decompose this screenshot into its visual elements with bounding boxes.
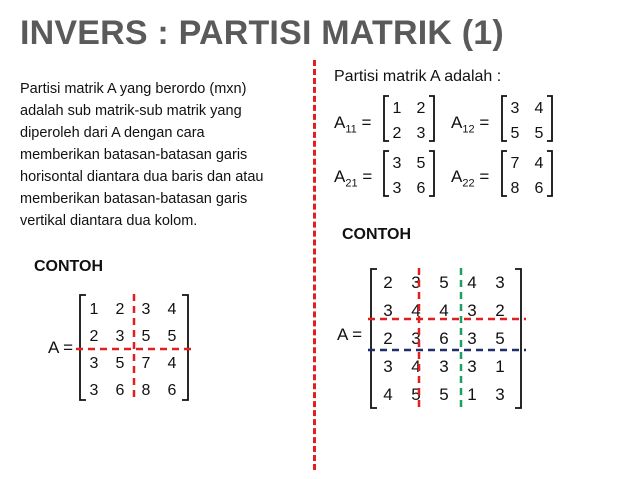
- matrix-cell: 4: [167, 355, 177, 372]
- matrix-cell: 2: [115, 301, 125, 318]
- matrix-cell: 7: [510, 155, 520, 172]
- sub-a21-label: [334, 167, 372, 189]
- bracket-right: [182, 295, 188, 400]
- sub-a21-index: 21: [345, 177, 358, 190]
- matrix-cell: 3: [495, 273, 505, 292]
- matrix-cell: 7: [141, 355, 151, 372]
- matrix-cell: 5: [141, 328, 151, 345]
- matrix-left: [76, 292, 198, 404]
- sub-a12-index: 12: [462, 123, 475, 136]
- matrix-cell: 3: [383, 301, 393, 320]
- matrix-cell: 3: [495, 385, 505, 404]
- matrix-cell: 5: [411, 385, 421, 404]
- matrix-cell: 2: [383, 273, 393, 292]
- sub-a11-matrix: [381, 94, 437, 144]
- bracket-right: [429, 151, 434, 196]
- sub-a22-matrix: [499, 149, 555, 199]
- matrix-cell: 6: [534, 180, 544, 197]
- matrix-right: [368, 266, 528, 412]
- sub-a11-label: [334, 113, 371, 135]
- bracket-right: [429, 96, 434, 141]
- matrix-cell: 5: [534, 125, 544, 142]
- matrix-cell: 6: [115, 382, 125, 399]
- matrix-cell: 3: [411, 273, 421, 292]
- sub-a11-index: 11: [345, 123, 357, 136]
- matrix-cell: 3: [467, 301, 477, 320]
- matrix-cell: 3: [115, 328, 125, 345]
- column-divider: [313, 60, 316, 470]
- matrix-cell: 1: [467, 385, 477, 404]
- matrix-cell: 6: [439, 329, 449, 348]
- matrix-cell: 5: [167, 328, 177, 345]
- matrix-cell: 4: [534, 155, 544, 172]
- matrix-cell: 5: [439, 273, 449, 292]
- sub-a11-eq: =: [361, 113, 372, 132]
- slide-title: INVERS : PARTISI MATRIK (1): [20, 14, 504, 52]
- matrix-cell: 4: [411, 357, 421, 376]
- matrix-cell: 3: [510, 100, 520, 117]
- paragraph-line: adalah sub matrik-sub matrik yang: [20, 103, 242, 119]
- sub-a12-eq: =: [479, 113, 490, 132]
- sub-a12-matrix: [499, 94, 555, 144]
- matrix-cell: 1: [89, 301, 99, 318]
- matrix-cell: 4: [467, 273, 477, 292]
- paragraph-line: horisontal diantara dua baris dan atau: [20, 169, 264, 185]
- bracket-left: [502, 151, 507, 196]
- sub-a11-name: A: [334, 113, 346, 132]
- partition-intro: Partisi matrik A adalah :: [334, 68, 502, 85]
- sub-a22-index: 22: [462, 177, 475, 190]
- matrix-cell: 2: [416, 100, 426, 117]
- matrix-cell: 1: [392, 100, 402, 117]
- matrix-cell: 3: [392, 155, 402, 172]
- matrix-cell: 5: [510, 125, 520, 142]
- matrix-a-label-right: A =: [337, 325, 363, 344]
- matrix-cell: 4: [383, 385, 393, 404]
- sub-a22-eq: =: [479, 167, 490, 186]
- matrix-cell: 2: [392, 125, 402, 142]
- bracket-right: [547, 151, 552, 196]
- paragraph-line: vertikal diantara dua kolom.: [20, 213, 198, 229]
- matrix-a-label-left: A =: [48, 338, 74, 357]
- bracket-left: [502, 96, 507, 141]
- matrix-cell: 6: [416, 180, 426, 197]
- matrix-cell: 5: [416, 155, 426, 172]
- bracket-left: [371, 269, 377, 408]
- matrix-cell: 4: [534, 100, 544, 117]
- bracket-left: [384, 96, 389, 141]
- matrix-cell: 3: [141, 301, 151, 318]
- bracket-left: [384, 151, 389, 196]
- bracket-left: [80, 295, 86, 400]
- definition-paragraph: [20, 78, 310, 232]
- matrix-cell: 6: [167, 382, 177, 399]
- matrix-cell: 2: [495, 301, 505, 320]
- matrix-cell: 5: [439, 385, 449, 404]
- contoh-heading-left: CONTOH: [34, 258, 104, 275]
- matrix-cell: 4: [167, 301, 177, 318]
- matrix-cell: 8: [141, 382, 151, 399]
- sub-a12-name: A: [451, 113, 463, 132]
- matrix-cell: 3: [439, 357, 449, 376]
- matrix-cell: 3: [392, 180, 402, 197]
- paragraph-line: memberikan batasan-batasan garis: [20, 191, 248, 207]
- sub-a12-label: [451, 113, 489, 135]
- paragraph-line: Partisi matrik A yang berordo (mxn): [20, 81, 247, 97]
- sub-a21-eq: =: [362, 167, 373, 186]
- matrix-cell: 4: [411, 301, 421, 320]
- sub-a22-label: [451, 167, 489, 189]
- matrix-cell: 3: [89, 382, 99, 399]
- matrix-cell: 3: [383, 357, 393, 376]
- contoh-heading-right: CONTOH: [342, 226, 412, 243]
- sub-a21-name: A: [334, 167, 346, 186]
- matrix-cell: 3: [89, 355, 99, 372]
- bracket-right: [547, 96, 552, 141]
- sub-a21-matrix: [381, 149, 437, 199]
- sub-a22-name: A: [451, 167, 463, 186]
- paragraph-line: diperoleh dari A dengan cara: [20, 125, 205, 141]
- matrix-cell: 8: [510, 180, 520, 197]
- matrix-cell: 3: [416, 125, 426, 142]
- matrix-cell: 5: [115, 355, 125, 372]
- matrix-cell: 4: [439, 301, 449, 320]
- matrix-cell: 1: [495, 357, 505, 376]
- matrix-cell: 2: [89, 328, 99, 345]
- paragraph-line: memberikan batasan-batasan garis: [20, 147, 248, 163]
- matrix-cell: 3: [411, 329, 421, 348]
- matrix-cell: 5: [495, 329, 505, 348]
- matrix-cell: 2: [383, 329, 393, 348]
- bracket-right: [515, 269, 521, 408]
- matrix-cell: 3: [467, 357, 477, 376]
- matrix-cell: 3: [467, 329, 477, 348]
